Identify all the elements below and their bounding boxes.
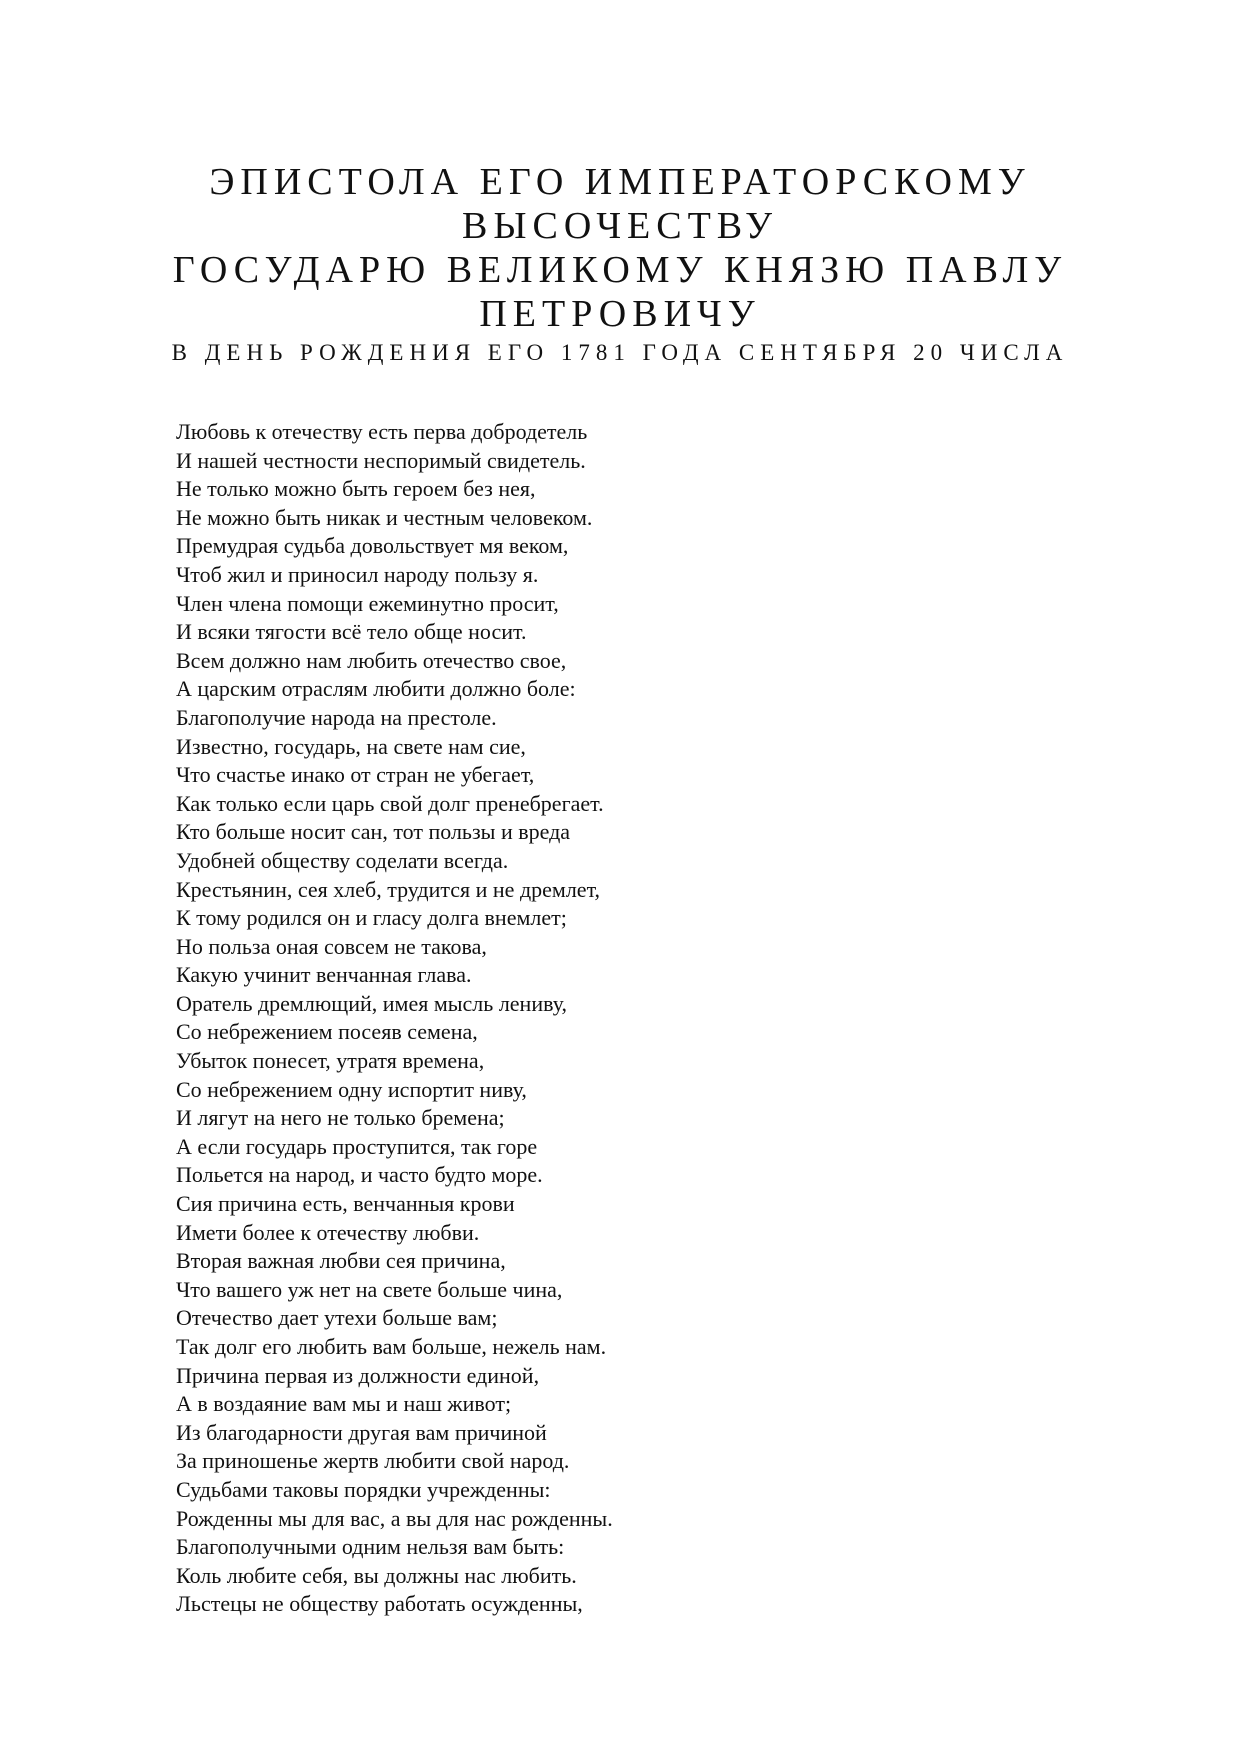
poem-line: Сия причина есть, венчанныя крови — [176, 1191, 515, 1217]
poem-line: Удобней обществу соделати всегда. — [176, 847, 509, 873]
poem-line: А в воздаяние вам мы и наш живот; — [176, 1391, 512, 1417]
poem-line: За приношенье жертв любити свой народ. — [176, 1448, 570, 1474]
poem-line: Что вашего уж нет на свете больше чина, — [176, 1276, 563, 1302]
poem-line: Благополучными одним нельзя вам быть: — [176, 1534, 565, 1560]
title-line: ГОСУДАРЮ ВЕЛИКОМУ КНЯЗЮ ПАВЛУ — [172, 249, 1068, 291]
poem-line: Благополучие народа на престоле. — [176, 704, 497, 730]
poem-line: А если государь проступится, так горе — [176, 1133, 538, 1159]
poem-line: Польется на народ, и часто будто море. — [176, 1162, 543, 1188]
title-line: ВЫСОЧЕСТВУ — [462, 205, 778, 247]
poem-line: И нашей честности неспоримый свидетель. — [176, 447, 586, 473]
poem-body — [176, 418, 613, 1619]
poem-line: Рожденны мы для вас, а вы для нас рожденны. — [176, 1505, 613, 1531]
poem-line: Всем должно нам любить отечество свое, — [176, 647, 567, 673]
poem-line: Имети более к отечеству любви. — [176, 1219, 480, 1245]
poem-line: Любовь к отечеству есть перва добродетель — [176, 419, 588, 444]
poem-line: Причина первая из должности единой, — [176, 1362, 540, 1388]
title-block — [0, 160, 1240, 368]
poem-line: Известно, государь, на свете нам сие, — [176, 733, 526, 759]
subtitle: В ДЕНЬ РОЖДЕНИЯ ЕГО 1781 ГОДА СЕНТЯБРЯ 20 ЧИСЛА — [171, 340, 1069, 365]
poem-line: Член члена помощи ежеминутно просит, — [176, 590, 559, 616]
poem-line: Со небрежением одну испортит ниву, — [176, 1076, 527, 1102]
poem-line: Убыток понесет, утратя времена, — [176, 1048, 485, 1074]
poem-line: Не только можно быть героем без нея, — [176, 476, 536, 502]
poem-line: Крестьянин, сея хлеб, трудится и не дремлет, — [176, 876, 601, 902]
poem-line: Не можно быть никак и честным человеком. — [176, 504, 593, 530]
poem-line: Но польза оная совсем не такова, — [176, 933, 487, 959]
title-line: ПЕТРОВИЧУ — [479, 293, 761, 335]
poem-line: Так долг его любить вам больше, нежель нам. — [176, 1334, 607, 1359]
poem-line: Из благодарности другая вам причиной — [176, 1419, 547, 1445]
title-line: ЭПИСТОЛА ЕГО ИМПЕРАТОРСКОМУ — [209, 161, 1031, 203]
poem-line: Премудрая судьба довольствует мя веком, — [176, 533, 569, 559]
poem-line: И всяки тягости всё тело обще носит. — [176, 619, 527, 645]
poem-line: Оратель дремлющий, имея мысль лениву, — [176, 990, 568, 1016]
poem-line: А царским отраслям любити должно боле: — [176, 676, 576, 702]
poem-line: Какую учинит венчанная глава. — [176, 962, 472, 988]
poem-line: Отечество дает утехи больше вам; — [176, 1305, 498, 1331]
poem-line: Что счастье инако от стран не убегает, — [176, 762, 535, 788]
poem-line: Судьбами таковы порядки учрежденны: — [176, 1476, 551, 1502]
poem-line: Вторая важная любви сея причина, — [176, 1248, 506, 1274]
poem-line: К тому родился он и гласу долга внемлет; — [176, 905, 567, 931]
poem-line: Как только если царь свой долг пренебрегает. — [176, 790, 604, 816]
poem-line: Льстецы не обществу работать осужденны, — [176, 1591, 583, 1617]
poem-line: Кто больше носит сан, тот пользы и вреда — [176, 819, 571, 845]
poem-line: Чтоб жил и приносил народу пользу я. — [176, 561, 539, 587]
poem-line: Коль любите себя, вы должны нас любить. — [176, 1562, 577, 1588]
poem-line: Со небрежением посеяв семена, — [176, 1019, 478, 1045]
poem-line: И лягут на него не только бремена; — [176, 1105, 505, 1131]
